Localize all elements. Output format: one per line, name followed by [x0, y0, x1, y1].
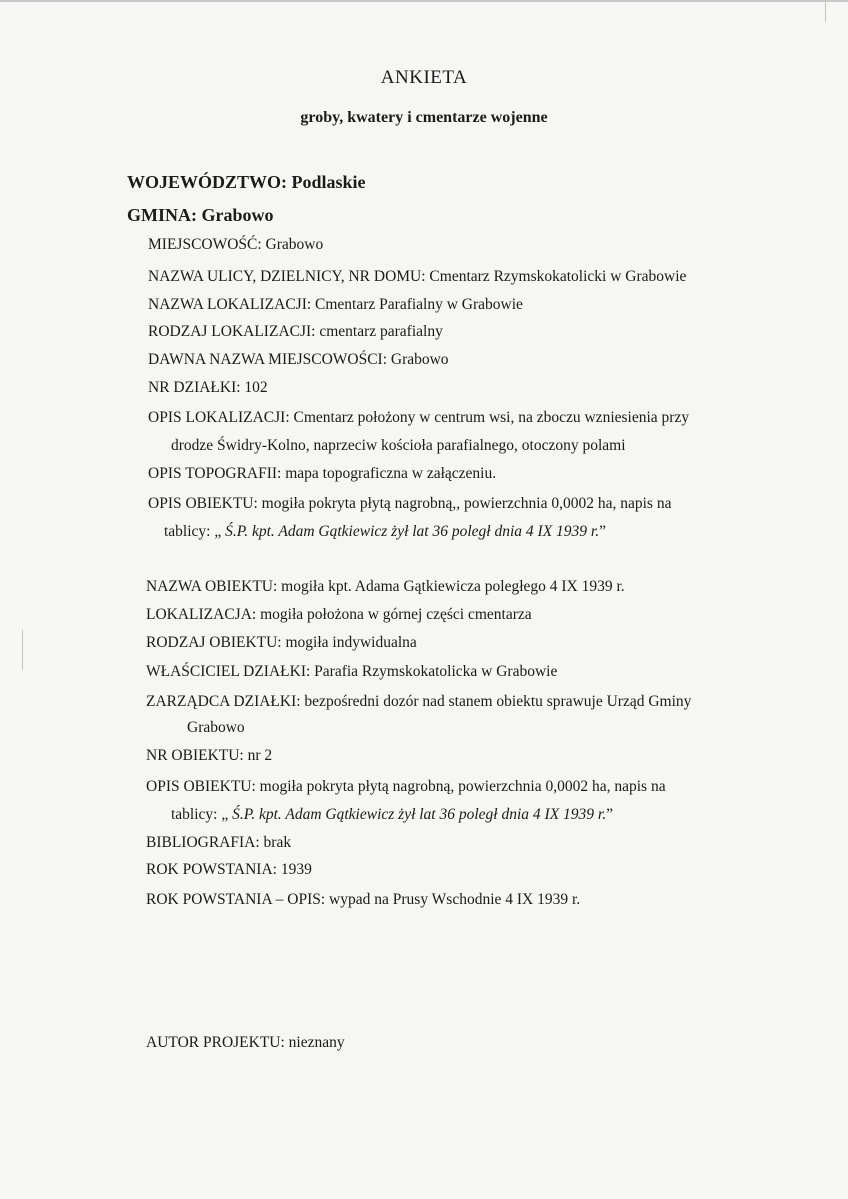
inscription-suffix: ”: [599, 523, 606, 540]
field-dawna-nazwa: DAWNA NAZWA MIEJSCOWOŚCI: Grabowo: [148, 351, 449, 368]
field-rok-powstania: ROK POWSTANIA: 1939: [146, 861, 312, 878]
field-zarzadca: ZARZĄDCA DZIAŁKI: bezpośredni dozór nad stanem obiektu sprawuje Urząd Gminy: [146, 693, 692, 710]
scan-mark-right: [825, 0, 826, 22]
field-lokalizacja: LOKALIZACJA: mogiła położona w górnej części cmentarza: [146, 606, 532, 623]
field-opis-obiektu-2-inscription: [171, 805, 613, 825]
field-nazwa-ulicy: NAZWA ULICY, DZIELNICY, NR DOMU: Cmentarz Rzymskokatolicki w Grabowie: [148, 268, 687, 285]
field-nr-obiektu: NR OBIEKTU: nr 2: [146, 747, 273, 764]
inscription-suffix: ”: [606, 806, 613, 823]
field-opis-obiektu: OPIS OBIEKTU: mogiła pokryta płytą nagrobną,, powierzchnia 0,0002 ha, napis na: [148, 495, 672, 512]
wojewodztwo-heading: WOJEWÓDZTWO: Podlaskie: [127, 172, 366, 192]
inscription-text: Ś.P. kpt. Adam Gątkiewicz żył lat 36 poległ dnia 4 IX 1939 r.: [221, 523, 600, 540]
field-opis-lokalizacji-cont: drodze Świdry-Kolno, naprzeciw kościoła parafialnego, otoczony polami: [171, 437, 626, 454]
field-autor-projektu: AUTOR PROJEKTU: nieznany: [146, 1034, 345, 1051]
field-opis-lokalizacji: OPIS LOKALIZACJI: Cmentarz położony w centrum wsi, na zboczu wzniesienia przy: [148, 409, 690, 426]
field-nazwa-lokalizacji: NAZWA LOKALIZACJI: Cmentarz Parafialny w Grabowie: [148, 296, 523, 313]
field-nazwa-obiektu: NAZWA OBIEKTU: mogiła kpt. Adama Gątkiewicza poległego 4 IX 1939 r.: [146, 578, 625, 595]
document-subtitle: groby, kwatery i cmentarze wojenne: [300, 109, 548, 126]
field-nr-dzialki: NR DZIAŁKI: 102: [148, 379, 268, 396]
field-wlasciciel: WŁAŚCICIEL DZIAŁKI: Parafia Rzymskokatolicka w Grabowie: [146, 663, 558, 680]
gmina-heading: GMINA: Grabowo: [127, 205, 274, 225]
field-miejscowosc: MIEJSCOWOŚĆ: Grabowo: [148, 236, 324, 253]
field-opis-obiektu-inscription: [164, 522, 606, 542]
field-rodzaj-obiektu: RODZAJ OBIEKTU: mogiła indywidualna: [146, 634, 417, 651]
field-rodzaj-lokalizacji: RODZAJ LOKALIZACJI: cmentarz parafialny: [148, 323, 443, 340]
field-opis-topografii: OPIS TOPOGRAFII: mapa topograficzna w załączeniu.: [148, 465, 497, 482]
field-bibliografia: BIBLIOGRAFIA: brak: [146, 834, 292, 851]
page-top-edge: [0, 0, 848, 2]
inscription-text: Ś.P. kpt. Adam Gątkiewicz żył lat 36 poległ dnia 4 IX 1939 r.: [228, 806, 607, 823]
field-opis-obiektu-2: OPIS OBIEKTU: mogiła pokryta płytą nagrobną, powierzchnia 0,0002 ha, napis na: [146, 778, 666, 795]
field-zarzadca-cont: Grabowo: [187, 719, 245, 736]
scan-mark-left: [22, 630, 23, 670]
document-title: ANKIETA: [380, 67, 468, 88]
inscription-prefix: tablicy: „: [171, 806, 229, 823]
inscription-prefix: tablicy: „: [164, 523, 222, 540]
field-rok-powstania-opis: ROK POWSTANIA – OPIS: wypad na Prusy Wschodnie 4 IX 1939 r.: [146, 891, 581, 908]
